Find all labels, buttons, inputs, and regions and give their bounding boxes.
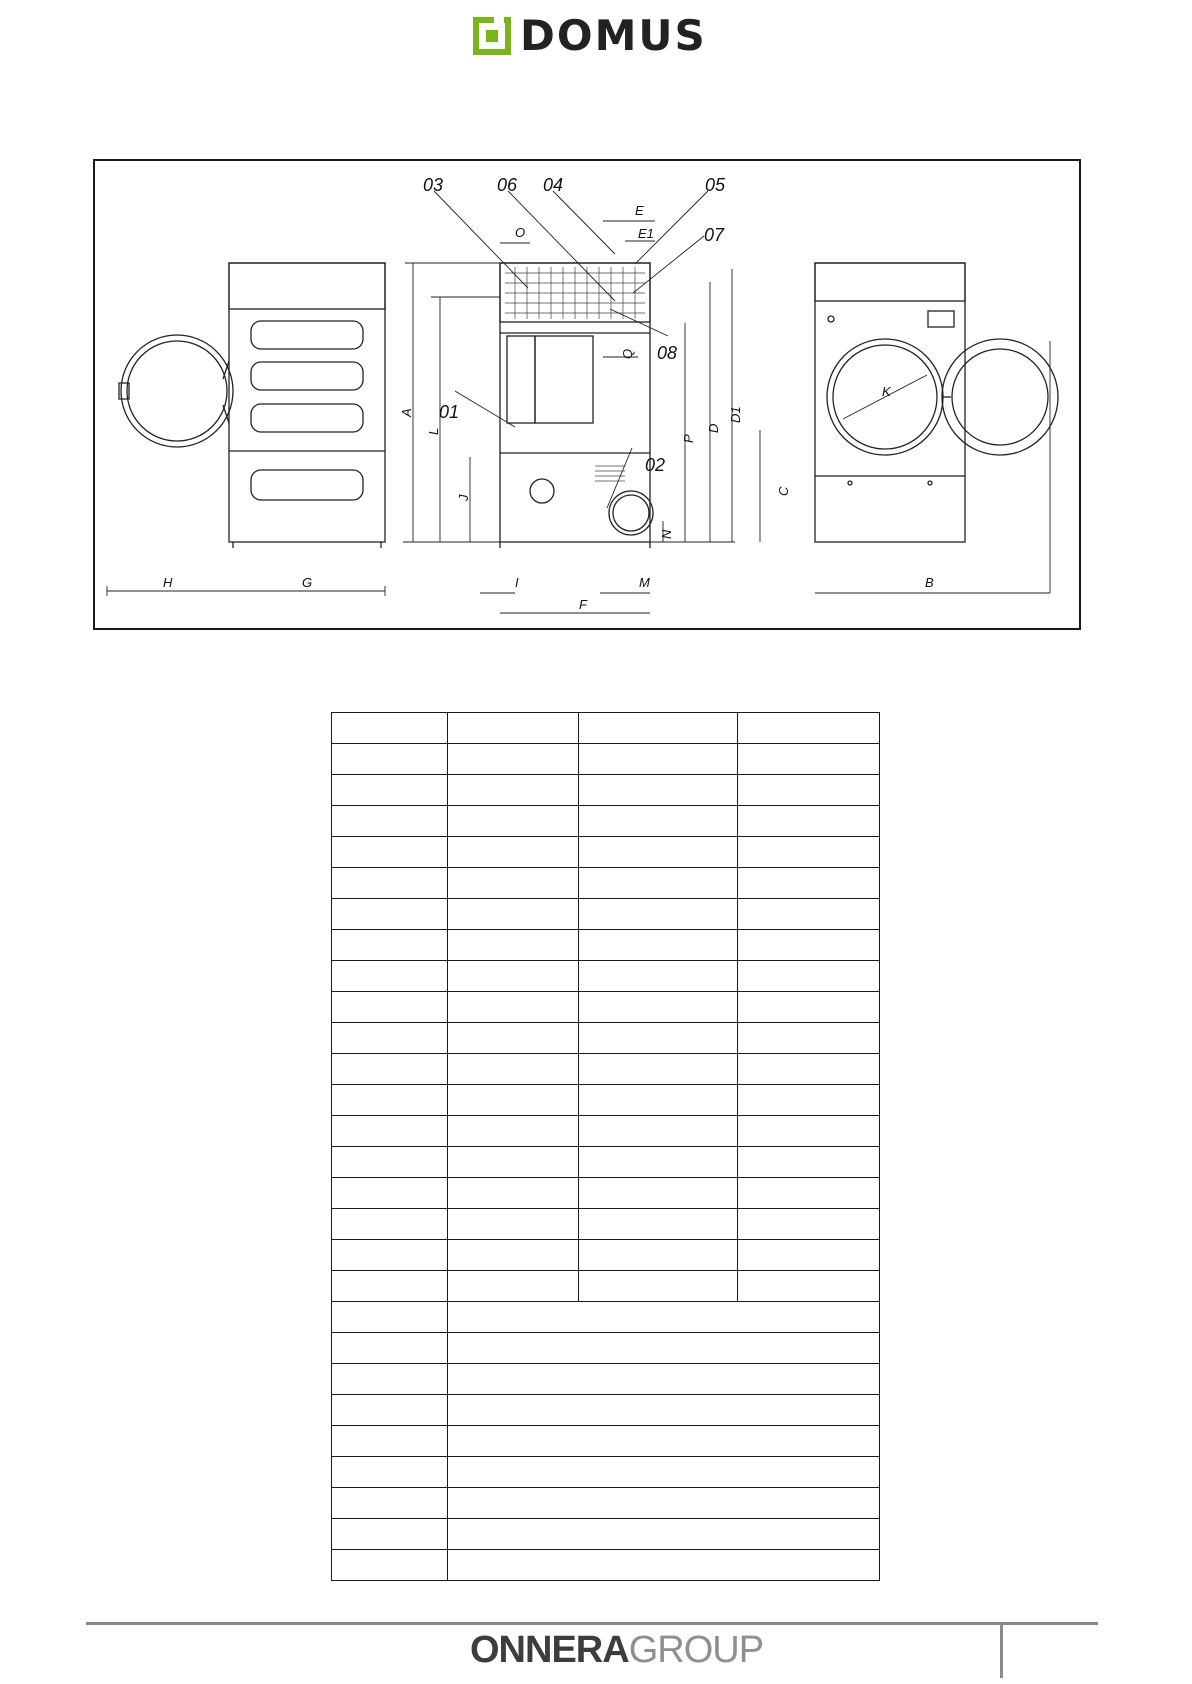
domus-logo-icon [470,14,514,58]
specifications-table-body [332,713,880,1581]
table-cell [332,1519,448,1550]
table-cell [579,1116,738,1147]
table-cell [579,930,738,961]
table-cell [332,1178,448,1209]
table-cell [579,775,738,806]
table-row [332,868,880,899]
table-cell [738,1178,880,1209]
table-row [332,930,880,961]
table-cell [738,1271,880,1302]
table-row [332,1426,880,1457]
table-cell [332,1271,448,1302]
table-row [332,1457,880,1488]
table-row [332,744,880,775]
table-cell [448,744,579,775]
table-cell [448,1209,579,1240]
table-row [332,1209,880,1240]
table-cell [448,868,579,899]
table-cell [579,744,738,775]
table-cell [738,992,880,1023]
table-row [332,899,880,930]
dim-C: C [776,486,791,496]
dim-K: K [882,384,891,399]
table-cell [332,837,448,868]
table-cell [738,837,880,868]
table-cell [738,961,880,992]
table-cell [738,868,880,899]
table-cell [738,1054,880,1085]
callout-08: 08 [657,343,678,363]
table-row [332,961,880,992]
dim-L: L [426,427,441,435]
table-row [332,837,880,868]
table-cell [332,1116,448,1147]
table-cell [332,1209,448,1240]
table-cell [448,775,579,806]
table-cell [579,868,738,899]
table-cell [579,806,738,837]
table-cell [332,1054,448,1085]
table-cell [738,744,880,775]
table-cell [579,1147,738,1178]
table-cell [332,744,448,775]
dim-O: O [515,225,526,240]
table-cell [448,837,579,868]
table-cell [579,899,738,930]
dim-A: A [399,408,414,417]
table-cell [332,1395,448,1426]
table-row [332,806,880,837]
table-cell [579,961,738,992]
table-cell [332,1550,448,1581]
table-cell-merged [448,1426,880,1457]
table-row [332,1116,880,1147]
table-cell [448,899,579,930]
table-cell [332,961,448,992]
table-row [332,1333,880,1364]
technical-drawing [93,159,1081,630]
table-cell [448,713,579,744]
table-row [332,1488,880,1519]
dim-N: N [659,529,674,539]
table-row [332,1519,880,1550]
table-cell [448,1116,579,1147]
footer-brand-logo [470,1628,763,1672]
table-cell [448,930,579,961]
table-row [332,1550,880,1581]
table-cell [738,1147,880,1178]
table-cell-merged [448,1550,880,1581]
table-cell [738,775,880,806]
footer-page-marker [1000,1624,1003,1678]
dim-B: B [925,575,934,590]
table-cell-merged [448,1519,880,1550]
callout-02: 02 [645,455,666,475]
table-cell [579,1023,738,1054]
table-cell [448,1240,579,1271]
table-row [332,1395,880,1426]
table-cell [332,992,448,1023]
table-cell-merged [448,1364,880,1395]
table-cell [738,930,880,961]
dim-D1: D1 [728,406,743,423]
table-cell [332,1488,448,1519]
table-cell [738,1085,880,1116]
dim-E: E [635,203,644,218]
table-cell-merged [448,1488,880,1519]
dim-I: I [515,575,519,590]
table-cell [738,806,880,837]
table-cell-merged [448,1302,880,1333]
footer-divider [86,1622,1098,1625]
dim-H: H [163,575,173,590]
dim-P: P [681,434,696,443]
table-cell [579,1271,738,1302]
table-cell [332,868,448,899]
table-cell-merged [448,1333,880,1364]
table-cell [579,1209,738,1240]
dim-M: M [639,575,650,590]
table-cell [332,1302,448,1333]
table-cell [332,1085,448,1116]
table-cell [738,1240,880,1271]
table-cell [738,1209,880,1240]
brand-logo [470,11,707,60]
table-cell [448,961,579,992]
table-row [332,1364,880,1395]
table-cell-merged [448,1457,880,1488]
callout-06: 06 [497,175,518,195]
table-row [332,1023,880,1054]
brand-name: DOMUS [520,11,707,60]
table-cell [332,1364,448,1395]
table-cell [448,992,579,1023]
table-cell [332,1426,448,1457]
table-cell [448,1178,579,1209]
table-cell [738,899,880,930]
table-cell [448,1023,579,1054]
table-cell [332,1240,448,1271]
table-cell [579,1054,738,1085]
table-row [332,1147,880,1178]
callout-07: 07 [704,225,725,245]
table-row [332,1302,880,1333]
table-row [332,1271,880,1302]
dim-J: J [456,494,471,501]
dryer-dimension-drawing [95,161,1079,628]
table-cell [579,992,738,1023]
table-cell [332,713,448,744]
table-row [332,713,880,744]
table-cell [332,806,448,837]
table-cell [332,1457,448,1488]
callout-03: 03 [423,175,444,195]
footer-brand-light: GROUP [628,1629,764,1671]
table-cell [448,806,579,837]
callout-05: 05 [705,175,726,195]
table-row [332,775,880,806]
table-cell [448,1271,579,1302]
table-cell [332,775,448,806]
table-cell [332,1023,448,1054]
table-cell [579,1240,738,1271]
table-row [332,1085,880,1116]
table-cell [738,713,880,744]
table-row [332,1240,880,1271]
table-cell [579,1178,738,1209]
table-cell [448,1147,579,1178]
dim-G: G [302,575,313,590]
table-cell-merged [448,1395,880,1426]
table-row [332,992,880,1023]
callout-04: 04 [543,175,564,195]
table-cell [579,1085,738,1116]
table-cell [448,1054,579,1085]
table-row [332,1178,880,1209]
footer-brand-bold: ONNERA [470,1629,629,1671]
table-cell [332,1147,448,1178]
table-cell [448,1085,579,1116]
dim-D: D [706,423,721,433]
table-cell [332,899,448,930]
specifications-table [331,712,880,1581]
table-cell [332,1333,448,1364]
table-cell [738,1116,880,1147]
table-cell [738,1023,880,1054]
table-cell [332,930,448,961]
table-cell [579,713,738,744]
table-cell [579,837,738,868]
dim-Q: Q [620,348,635,359]
table-row [332,1054,880,1085]
dim-F: F [579,597,587,612]
dim-E1: E1 [638,226,654,241]
callout-01: 01 [439,402,460,422]
